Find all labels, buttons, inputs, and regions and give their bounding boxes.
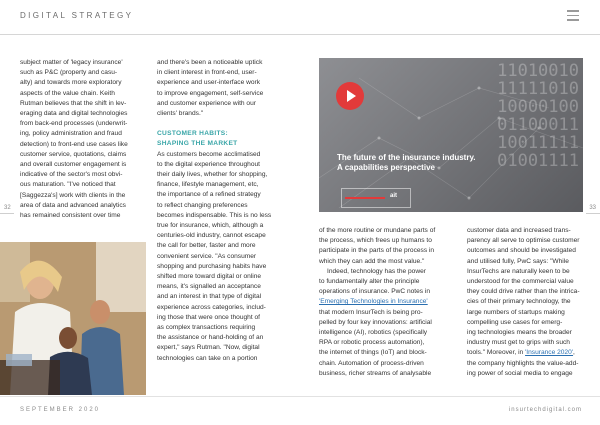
text-line: aspects of the value chain. Keith <box>20 89 115 97</box>
hamburger-menu-icon[interactable] <box>567 10 579 20</box>
video-player[interactable] <box>319 58 583 212</box>
text-line: expert," says Rutman. "Now, digital <box>157 344 260 352</box>
text-line: as complex transactions requiring <box>157 324 256 332</box>
text-line: the process, which frees up humans to <box>319 237 432 245</box>
text-line: RPA or robotic process automation), <box>319 339 425 347</box>
play-icon[interactable] <box>336 82 364 110</box>
text-line: business, richer streams of analysable <box>319 369 432 377</box>
text-line: shopping and purchasing habits have <box>157 262 267 270</box>
text-line: ing technologies means the broader <box>467 329 572 337</box>
text-line: detection) to front-end use cases like <box>20 140 128 148</box>
text-line: and customer experience with our <box>157 99 256 107</box>
text-line: large numbers of startups making <box>467 308 565 316</box>
text-line: the company highlights the value-add- <box>467 359 579 367</box>
text-line: and an interest in that type of digital <box>157 293 262 301</box>
text-line: customer service, quotations, claims <box>20 150 127 158</box>
article-column-3 <box>319 226 445 379</box>
text-line: shifted more toward digital or online <box>157 273 262 281</box>
emerging-technologies-link[interactable]: 'Emerging Technologies in Insurance' <box>319 298 428 306</box>
text-line: and there's been a noticeable uptick <box>157 59 263 66</box>
text-line: ing power of social media to engage <box>467 369 573 377</box>
article-column-4 <box>467 226 583 379</box>
text-line <box>467 348 583 358</box>
text-line: to reflect changing preferences <box>157 201 248 209</box>
text-line: their daily lives, whether for shopping, <box>157 171 268 179</box>
text-line: pelled by four key innovations: artificial <box>319 318 432 326</box>
text-line: that modern InsurTech is being pro- <box>319 308 423 316</box>
text-line: InsurTechs are naturally keen to be <box>467 267 570 275</box>
office-team-photo <box>0 242 146 395</box>
text-line: participate in the parts of the process in <box>319 247 435 255</box>
text-line: becomes indispensable. This is no less <box>157 211 272 219</box>
text-line: subject matter of 'legacy insurance' <box>20 59 123 66</box>
insurance-2020-link[interactable]: 'Insurance 2020' <box>525 349 574 357</box>
text-line: parency all serve to optimise customer <box>467 237 580 245</box>
text-line: experience across categories, includ- <box>157 303 266 311</box>
text-line: and utilised fully, PwC says: "While <box>467 257 569 265</box>
site-url: insurtechdigital.com <box>508 407 582 413</box>
text-line: Rutman believes that the shift in lev- <box>20 99 127 107</box>
text-line: has remained consistent over time <box>20 212 121 220</box>
text-line: means, it's signalled an acceptance <box>157 283 261 291</box>
text-line: in client interest in front-end, user- <box>157 69 257 77</box>
text-line: to improve engagement, self-service <box>157 89 264 97</box>
text-fragment: tools." Moreover, in <box>467 349 526 357</box>
text-line: alty) and towards more exploratory <box>20 79 122 87</box>
text-line: As customers become acclimatised <box>157 150 261 158</box>
page-number-left: 32 <box>4 205 11 211</box>
text-line: outcomes and should be investigated <box>467 247 576 255</box>
text-line: to fundamentally alter the principle <box>319 278 420 286</box>
text-line: chain. Automation of process-driven <box>319 359 424 367</box>
text-line: to the digital experience throughout <box>157 160 261 168</box>
text-fragment: , <box>573 349 575 357</box>
subheading: CUSTOMER HABITS: <box>157 130 228 138</box>
text-line: which they can add the most value." <box>319 257 425 265</box>
text-line: the internet of things (IoT) and block- <box>319 349 427 357</box>
text-line: industry must get to grips with such <box>467 339 570 347</box>
magazine-section-title: DIGITAL STRATEGY <box>20 11 134 20</box>
text-line: of the more routine or mundane parts of <box>319 227 436 234</box>
text-line: eraging data and digital technologies <box>20 110 128 118</box>
text-line: compelling use cases for emerg- <box>467 318 563 326</box>
text-line: centuries-old industry, cannot escape <box>157 232 266 240</box>
issue-date: SEPTEMBER 2020 <box>20 407 101 413</box>
text-line: from back-end processes (underwrit- <box>20 120 128 128</box>
text-line: and overall customer engagement is <box>20 161 127 169</box>
video-title: The future of the insurance industry. A capabilities perspective <box>337 153 476 172</box>
text-line: cies of their primary technology, the <box>467 298 571 306</box>
subheading: SHAPING THE MARKET <box>157 140 238 148</box>
text-line: the importance of a refined strategy <box>157 191 261 199</box>
video-logo: ait <box>341 188 411 208</box>
article-column-1 <box>20 58 145 221</box>
text-line: the call for better, faster and more <box>157 242 256 250</box>
page-edge-left <box>0 213 14 214</box>
text-line: customer data and increased trans- <box>467 227 571 234</box>
text-line: [Saggezza's] work with clients in the <box>20 191 126 199</box>
text-line: true for insurance, which, although a <box>157 222 264 230</box>
text-line: experience and user-interface work <box>157 79 260 87</box>
text-line: convenient service. "As consumer <box>157 252 257 260</box>
binary-backdrop: 11010010 11111010 10000100 01100011 10011111 01001111 <box>497 61 579 171</box>
text-line: area of data and advanced analytics <box>20 201 126 209</box>
page-number-right: 33 <box>589 205 596 211</box>
text-line: technologies can take on a portion <box>157 354 258 362</box>
text-line: such as P&C (property and casu- <box>20 69 118 77</box>
text-line: indicative of the sector's most obvi- <box>20 171 123 179</box>
text-line: understood for the commercial value <box>467 278 574 286</box>
text-line: Indeed, technology has the power <box>327 267 426 275</box>
text-line: the assistance or hand-holding of an <box>157 334 264 342</box>
text-line: ous maturation. "I've noticed that <box>20 181 116 189</box>
text-line <box>319 297 445 307</box>
article-column-2 <box>157 58 283 364</box>
text-line: ing, policy administration and fraud <box>20 130 122 138</box>
text-line: finance, lifestyle management, etc, <box>157 181 259 189</box>
text-line: operations of insurance. PwC notes in <box>319 288 431 296</box>
text-line: ing those that were once thought of <box>157 313 261 321</box>
text-line: they could drive rather than the intrica- <box>467 288 580 296</box>
page-edge-right <box>586 213 600 214</box>
text-line: clients' brands." <box>157 110 204 118</box>
text-line: intelligence (AI), robotics (specifically <box>319 329 428 337</box>
header <box>0 0 600 35</box>
footer <box>0 396 600 425</box>
spacer <box>157 119 283 129</box>
